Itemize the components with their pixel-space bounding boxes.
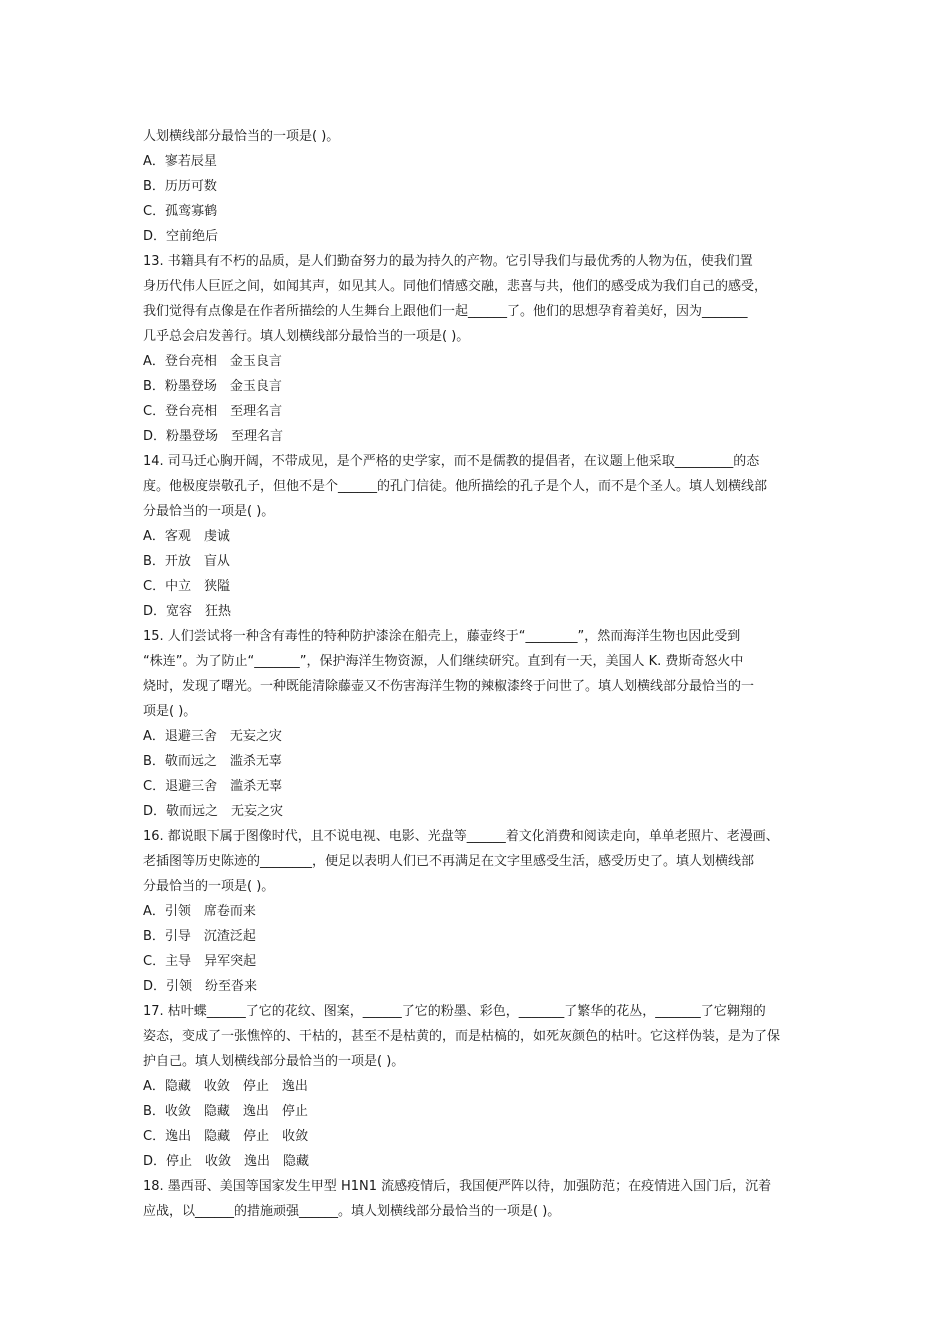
answer-option: B．收敛 隐藏 逸出 停止: [143, 1104, 308, 1119]
answer-option: C．主导 异军突起: [143, 954, 257, 969]
answer-option: D．引领 纷至沓来: [143, 979, 258, 994]
answer-option: D．敬而远之 无妄之灾: [143, 804, 284, 819]
text-line: 烧时，发现了曙光。一种既能清除藤壶又不伤害海洋生物的辣椒漆终于问世了。填人划横线部分最恰当的一: [143, 679, 755, 694]
answer-option: A．引领 席卷而来: [143, 904, 256, 919]
answer-option: B．历历可数: [143, 179, 217, 194]
answer-option: A．寥若辰星: [143, 154, 217, 169]
answer-option: A．客观 虔诚: [143, 529, 230, 544]
answer-option: B．开放 盲从: [143, 554, 230, 569]
text-line: 几乎总会启发善行。填人划横线部分最恰当的一项是( )。: [143, 329, 470, 344]
answer-option: C．登台亮相 至理名言: [143, 404, 283, 419]
answer-option: C．逸出 隐藏 停止 收敛: [143, 1129, 309, 1144]
answer-option: D．粉墨登场 至理名言: [143, 429, 284, 444]
document-page: [143, 124, 811, 1224]
text-line: 姿态，变成了一张憔悴的、干枯的，甚至不是枯黄的，而是枯槁的，如死灰颜色的枯叶。它这样伪装，是为了保: [143, 1029, 781, 1044]
question-stem: 13. 书籍具有不朽的品质，是人们勤奋努力的最为持久的产物。它引导我们与最优秀的人物为伍，使我们置: [143, 254, 753, 269]
question-stem: 16. 都说眼下属于图像时代，且不说电视、电影、光盘等______着文化消费和阅读走向，单单老照片、老漫画、: [143, 829, 779, 844]
answer-option: A．退避三舍 无妄之灾: [143, 729, 282, 744]
text-line: 度。他极度崇敬孔子，但他不是个______的孔门信徒。他所描绘的孔子是个人，而不是个圣人。填人划横线部: [143, 479, 768, 494]
text-line: 身历代伟人巨匠之间，如闻其声，如见其人。同他们情感交融，悲喜与共，他们的感受成为我们自己的感受，: [143, 279, 768, 294]
answer-option: D．宽容 狂热: [143, 604, 232, 619]
answer-option: B．敬而远之 滥杀无辜: [143, 754, 282, 769]
text-line: 老插图等历史陈迹的________，便足以表明人们已不再满足在文字里感受生活，感受历史了。填人划横线部: [143, 854, 755, 869]
text-line: 项是( )。: [143, 704, 197, 719]
text-line: 人划横线部分最恰当的一项是( )。: [143, 129, 340, 144]
question-stem: 14. 司马迁心胸开阔，不带成见，是个严格的史学家，而不是儒教的提倡者，在议题上他采取_________的态: [143, 454, 760, 469]
text-line: 分最恰当的一项是( )。: [143, 879, 275, 894]
text-line: 应战，以______的措施顽强______。填人划横线部分最恰当的一项是( )。: [143, 1204, 561, 1219]
question-stem: 18. 墨西哥、美国等国家发生甲型 H1N1 流感疫情后，我国便严阵以待，加强防范；在疫情进入国门后，沉着: [143, 1179, 772, 1194]
answer-option: C．中立 狭隘: [143, 579, 231, 594]
text-line: 护自己。填人划横线部分最恰当的一项是( )。: [143, 1054, 405, 1069]
answer-option: C．退避三舍 滥杀无辜: [143, 779, 283, 794]
answer-option: C．孤鸾寡鹤: [143, 204, 218, 219]
text-line: 我们觉得有点像是在作者所描绘的人生舞台上跟他们一起______了。他们的思想孕育着美好，因为_______: [143, 304, 748, 319]
answer-option: A．登台亮相 金玉良言: [143, 354, 282, 369]
answer-option: B．引导 沉渣泛起: [143, 929, 256, 944]
answer-option: D．空前绝后: [143, 229, 219, 244]
question-stem: 15. 人们尝试将一种含有毒性的特种防护漆涂在船壳上，藤壶终于“________”，然而海洋生物也因此受到: [143, 629, 741, 644]
text-line: “株连”。为了防止“_______”，保护海洋生物资源，人们继续研究。直到有一天，美国人 K. 费斯奇怒火中: [143, 654, 744, 669]
text-line: 分最恰当的一项是( )。: [143, 504, 275, 519]
answer-option: A．隐藏 收敛 停止 逸出: [143, 1079, 308, 1094]
question-stem: 17. 枯叶蝶______了它的花纹、图案，______了它的粉墨、彩色，_______了繁华的花丛，_______了它翱翔的: [143, 1004, 766, 1019]
answer-option: B．粉墨登场 金玉良言: [143, 379, 282, 394]
answer-option: D．停止 收敛 逸出 隐藏: [143, 1154, 310, 1169]
